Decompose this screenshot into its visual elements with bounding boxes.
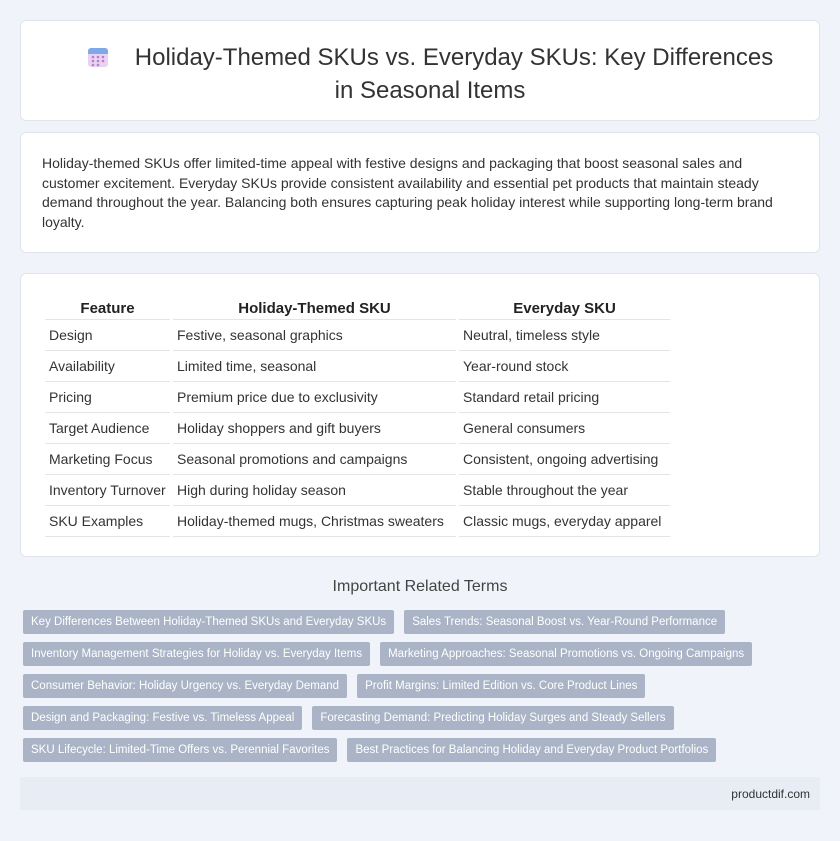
intro-paragraph: Holiday-themed SKUs offer limited-time appeal with festive designs and packaging that boost seasonal sales and customer excitement. Everyday SKUs provide consistent availability and essential pet products that maintain steady demand throughout the year. Balancing both ensures capturing peak holiday interest while supporting long-term brand loyalty. (42, 155, 773, 230)
page-title-wrap (81, 43, 779, 106)
table-cell: High during holiday season (173, 475, 456, 506)
intro-card (20, 132, 820, 253)
related-term-tag[interactable]: Key Differences Between Holiday-Themed SKUs and Everyday SKUs (23, 610, 394, 634)
table-cell: Target Audience (45, 413, 170, 444)
page-title: Holiday-Themed SKUs vs. Everyday SKUs: Key Differences in Seasonal Items (134, 44, 774, 104)
table-header-row (45, 294, 670, 320)
comparison-card (20, 273, 820, 557)
related-term-tag[interactable]: Inventory Management Strategies for Holiday vs. Everyday Items (23, 642, 370, 666)
header-feature: Feature (45, 294, 170, 320)
table-cell: Limited time, seasonal (173, 351, 456, 382)
header-holiday-sku: Holiday-Themed SKU (173, 294, 456, 320)
related-term-tag[interactable]: Consumer Behavior: Holiday Urgency vs. Everyday Demand (23, 674, 347, 698)
table-cell: Standard retail pricing (459, 382, 670, 413)
tag-row (23, 706, 803, 730)
tag-row (23, 674, 803, 698)
footer-site-link[interactable]: productdif.com (731, 787, 810, 801)
related-terms-title: Important Related Terms (332, 578, 508, 595)
table-cell: Premium price due to exclusivity (173, 382, 456, 413)
related-terms-list (23, 610, 803, 770)
tag-row (23, 642, 803, 666)
related-term-tag[interactable]: Profit Margins: Limited Edition vs. Core Product Lines (357, 674, 645, 698)
table-cell: Consistent, ongoing advertising (459, 444, 670, 475)
table-cell: Availability (45, 351, 170, 382)
table-cell: Year-round stock (459, 351, 670, 382)
table-cell: Festive, seasonal graphics (173, 320, 456, 351)
comparison-table (42, 294, 673, 537)
tag-row (23, 610, 803, 634)
footer (20, 777, 820, 810)
table-cell: SKU Examples (45, 506, 170, 537)
table-cell: Marketing Focus (45, 444, 170, 475)
related-term-tag[interactable]: Sales Trends: Seasonal Boost vs. Year-Round Performance (404, 610, 725, 634)
table-row (45, 444, 670, 475)
tag-row (23, 738, 803, 762)
table-row (45, 351, 670, 382)
table-row (45, 382, 670, 413)
header-everyday-sku: Everyday SKU (459, 294, 670, 320)
table-row (45, 413, 670, 444)
related-term-tag[interactable]: SKU Lifecycle: Limited-Time Offers vs. Perennial Favorites (23, 738, 337, 762)
table-cell: Holiday shoppers and gift buyers (173, 413, 456, 444)
table-cell: General consumers (459, 413, 670, 444)
calendar-icon (87, 46, 109, 76)
related-term-tag[interactable]: Best Practices for Balancing Holiday and Everyday Product Portfolios (347, 738, 716, 762)
table-cell: Neutral, timeless style (459, 320, 670, 351)
table-cell: Classic mugs, everyday apparel (459, 506, 670, 537)
table-row (45, 475, 670, 506)
table-row (45, 320, 670, 351)
related-term-tag[interactable]: Marketing Approaches: Seasonal Promotions vs. Ongoing Campaigns (380, 642, 752, 666)
table-cell: Inventory Turnover (45, 475, 170, 506)
table-cell: Holiday-themed mugs, Christmas sweaters (173, 506, 456, 537)
title-card (20, 20, 820, 121)
table-cell: Seasonal promotions and campaigns (173, 444, 456, 475)
table-cell: Stable throughout the year (459, 475, 670, 506)
related-term-tag[interactable]: Design and Packaging: Festive vs. Timeless Appeal (23, 706, 302, 730)
table-row (45, 506, 670, 537)
related-term-tag[interactable]: Forecasting Demand: Predicting Holiday Surges and Steady Sellers (312, 706, 673, 730)
table-cell: Design (45, 320, 170, 351)
table-cell: Pricing (45, 382, 170, 413)
